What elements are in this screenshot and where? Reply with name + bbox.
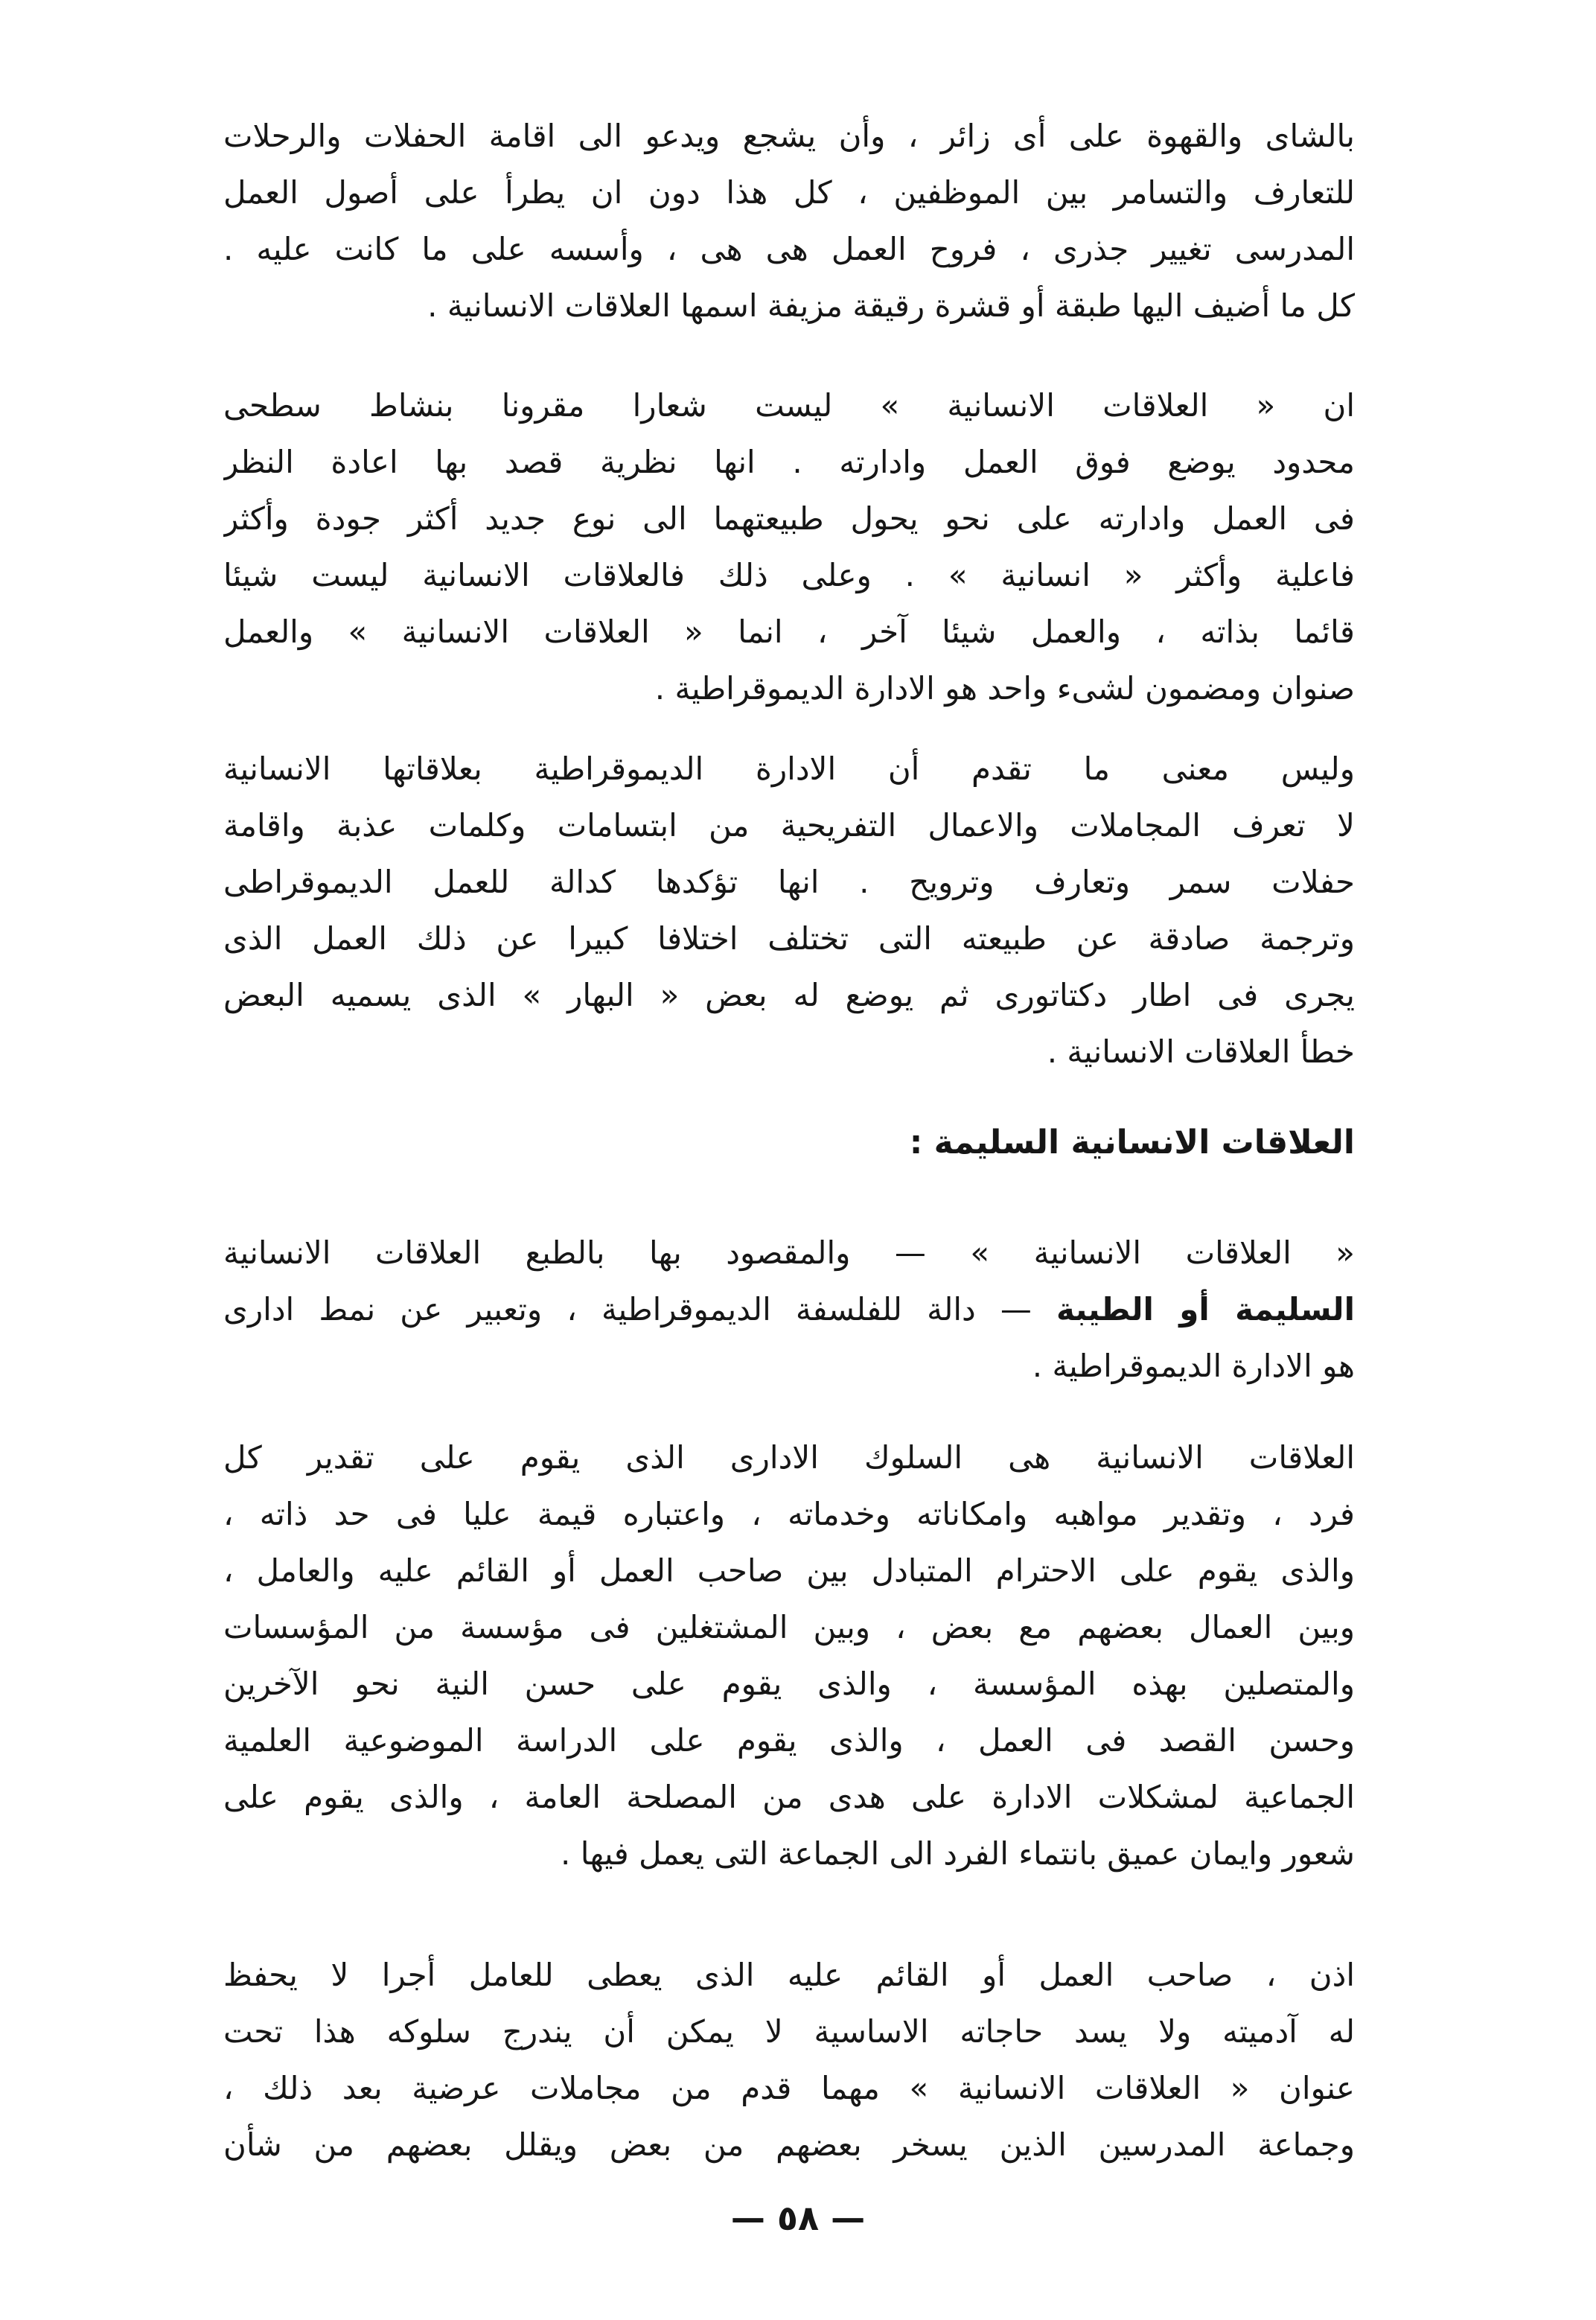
page-number: — ٥٨ —: [730, 2198, 866, 2238]
paragraph-4: [223, 1225, 1355, 1395]
text-line: حفلات سمر وتعارف وترويح . انها تؤكدها كدالة للعمل الديموقراطى: [223, 864, 1355, 900]
text-line: المدرسى تغيير جذرى ، فروح العمل هى هى ، وأسسه على ما كانت عليه .: [223, 231, 1355, 267]
bold-term: السليمة أو الطيبة: [1056, 1291, 1355, 1328]
paragraph-3: [223, 741, 1355, 1080]
text-line: والمتصلين بهذه المؤسسة ، والذى يقوم على حسن النية نحو الآخرين: [223, 1666, 1355, 1702]
paragraph-2: [223, 377, 1355, 717]
text-line: يجرى فى اطار دكتاتورى ثم يوضع له بعض « البهار » الذى يسميه البعض: [223, 977, 1355, 1013]
text-line: فاعلية وأكثر « انسانية » . وعلى ذلك فالعلاقات الانسانية ليست شيئا: [223, 557, 1355, 593]
text-line: والذى يقوم على الاحترام المتبادل بين صاحب العمل أو القائم عليه والعامل ،: [223, 1552, 1355, 1589]
text-line: عنوان « العلاقات الانسانية » مهما قدم من مجاملات عرضية بعد ذلك ،: [223, 2070, 1355, 2106]
paragraph-1: [223, 108, 1355, 334]
text-line: محدود يوضع فوق العمل وادارته . انها نظرية قصد بها اعادة النظر: [223, 444, 1355, 480]
text-line: صنوان ومضمون لشىء واحد هو الادارة الديموقراطية .: [654, 670, 1355, 707]
text-line: العلاقات الانسانية هى السلوك الادارى الذى يقوم على تقدير كل: [223, 1439, 1355, 1476]
text-line: اذن ، صاحب العمل أو القائم عليه الذى يعطى للعامل أجرا لا يحفظ: [223, 1957, 1355, 1993]
section-heading: العلاقات الانسانية السليمة :: [909, 1124, 1355, 1161]
text-line: خطأ العلاقات الانسانية .: [1047, 1033, 1355, 1070]
text-line: فى العمل وادارته على نحو يحول طبيعتهما الى نوع جديد أكثر جودة وأكثر: [223, 500, 1355, 537]
text-line: وحسن القصد فى العمل ، والذى يقوم على الدراسة الموضوعية العلمية: [223, 1722, 1355, 1759]
text-line: لا تعرف المجاملات والاعمال التفريحية من ابتسامات وكلمات عذبة واقامة: [223, 807, 1355, 844]
text-line: كل ما أضيف اليها طبقة أو قشرة رقيقة مزيفة اسمها العلاقات الانسانية .: [427, 287, 1355, 324]
text-line: وليس معنى ما تقدم أن الادارة الديموقراطية بعلاقاتها الانسانية: [223, 751, 1355, 787]
text-line: هو الادارة الديموقراطية .: [1032, 1348, 1355, 1384]
paragraph-5: [223, 1430, 1355, 1882]
text-line: للتعارف والتسامر بين الموظفين ، كل هذا دون ان يطرأ على أصول العمل: [223, 174, 1355, 211]
text-line: ان « العلاقات الانسانية » ليست شعارا مقرونا بنشاط سطحى: [223, 387, 1355, 424]
text-line: بالشاى والقهوة على أى زائر ، وأن يشجع ويدعو الى اقامة الحفلات والرحلات: [223, 118, 1355, 154]
text-line-with-bold-prefix: السليمة أو الطيبة — دالة للفلسفة الديموقراطية ، وتعبير عن نمط ادارى: [223, 1291, 1355, 1328]
text-line: وترجمة صادقة عن طبيعته التى تختلف اختلافا كبيرا عن ذلك العمل الذى: [223, 920, 1355, 957]
paragraph-6: [223, 1947, 1355, 2173]
text-line: وبين العمال بعضهم مع بعض ، وبين المشتغلين فى مؤسسة من المؤسسات: [223, 1609, 1355, 1645]
text-line: الجماعية لمشكلات الادارة على هدى من المصلحة العامة ، والذى يقوم على: [223, 1779, 1355, 1815]
text-line: شعور وايمان عميق بانتماء الفرد الى الجماعة التى يعمل فيها .: [561, 1835, 1355, 1872]
text-line: فرد ، وتقدير مواهبه وامكاناته وخدماته ، واعتباره قيمة عليا فى حد ذاته ،: [223, 1496, 1355, 1532]
text-line: قائما بذاته ، والعمل شيئا آخر ، انما « العلاقات الانسانية » والعمل: [223, 614, 1355, 650]
text-line: له آدميته ولا يسد حاجاته الاساسية لا يمكن أن يندرج سلوكه هذا تحت: [223, 2013, 1355, 2050]
text-line: وجماعة المدرسين الذين يسخر بعضهم من بعض ويقلل بعضهم من شأن: [223, 2126, 1355, 2163]
text-line: « العلاقات الانسانية » — والمقصود بها بالطبع العلاقات الانسانية: [223, 1234, 1355, 1271]
